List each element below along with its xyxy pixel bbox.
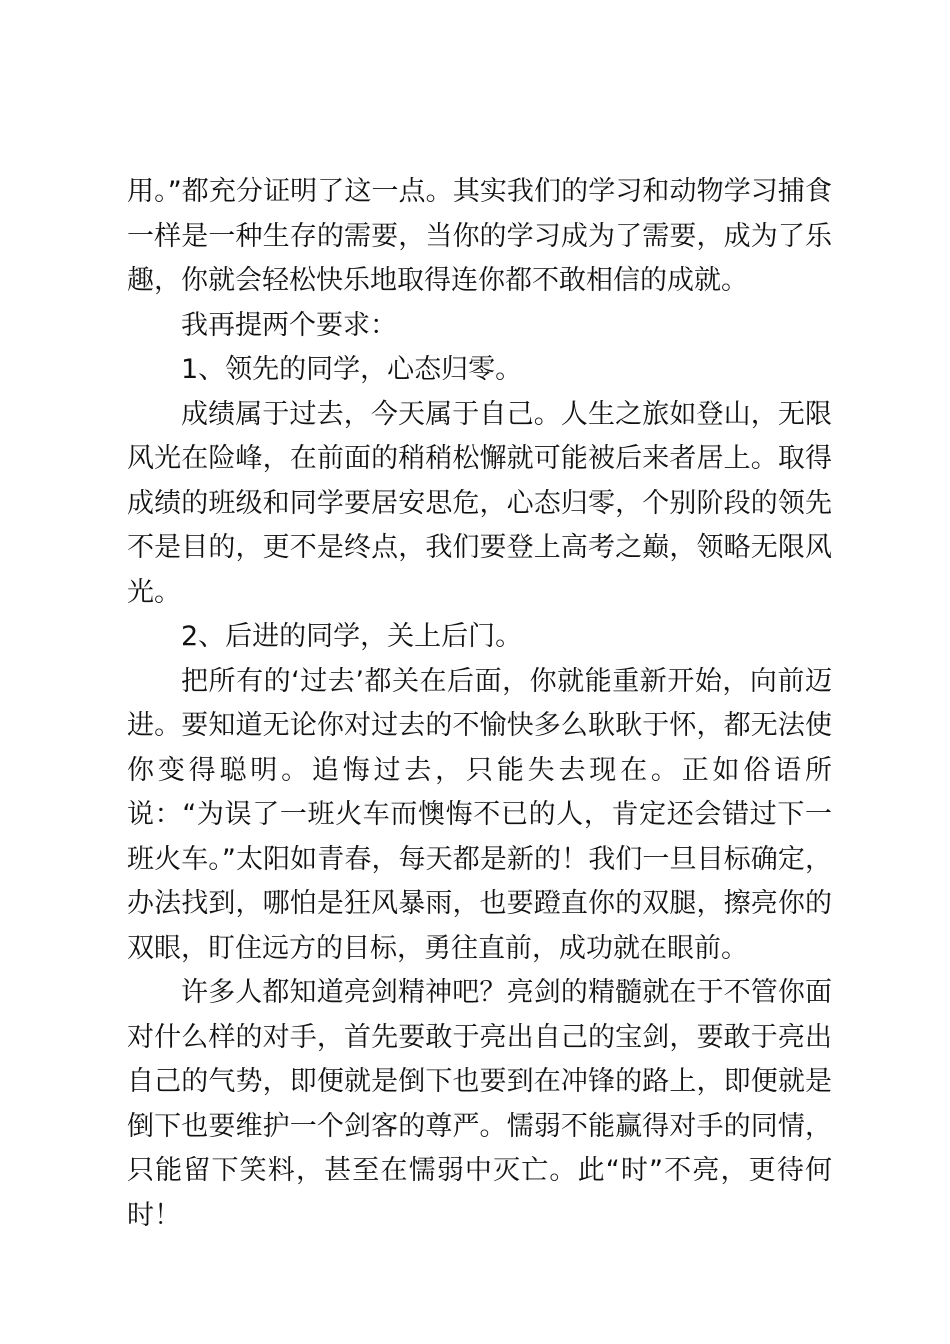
paragraph-requirement-2-body: 把所有的‘过去’都关在后面，你就能重新开始，向前迈进。要知道无论你对过去的不愉快多么耿耿于怀，都无法使你变得聪明。追悔过去，只能失去现在。正如俗语所说：“为误了一班火车而懊悔不已的人，肯定还会错过下一班火车。”太阳如青春，每天都是新的！我们一旦目标确定，办法找到，哪怕是狂风暴雨，也要蹬直你的双腿，擦亮你的双眼，盯住远方的目标，勇往直前，成功就在眼前。 <box>127 665 832 964</box>
paragraph-sword-spirit: 许多人都知道亮剑精神吧？亮剑的精髓就在于不管你面对什么样的对手，首先要敢于亮出自己的宝剑，要敢于亮出自己的气势，即便就是倒下也要到在冲锋的路上，即便就是倒下也要维护一个剑客的尊严。懦弱不能赢得对手的同情，只能留下笑料，甚至在懦弱中灭亡。此“时”不亮，更待何时！ <box>127 977 832 1231</box>
paragraph-two-requirements: 我再提两个要求： <box>181 309 397 341</box>
paragraph-requirement-1-heading: 1、领先的同学，心态归零。 <box>181 354 523 385</box>
paragraph-requirement-1-body: 成绩属于过去，今天属于自己。人生之旅如登山，无限风光在险峰，在前面的稍稍松懈就可能被后来者居上。取得成绩的班级和同学要居安思危，心态归零，个别阶段的领先不是目的，更不是终点，我们要登上高考之巅，领略无限风光。 <box>127 398 832 608</box>
document-body <box>127 170 832 1238</box>
paragraph-requirement-2-heading: 2、后进的同学，关上后门。 <box>181 621 523 652</box>
paragraph-continuation: 用。”都充分证明了这一点。其实我们的学习和动物学习捕食一样是一种生存的需要，当你的学习成为了需要，成为了乐趣，你就会轻松快乐地取得连你都不敢相信的成就。 <box>127 176 832 296</box>
